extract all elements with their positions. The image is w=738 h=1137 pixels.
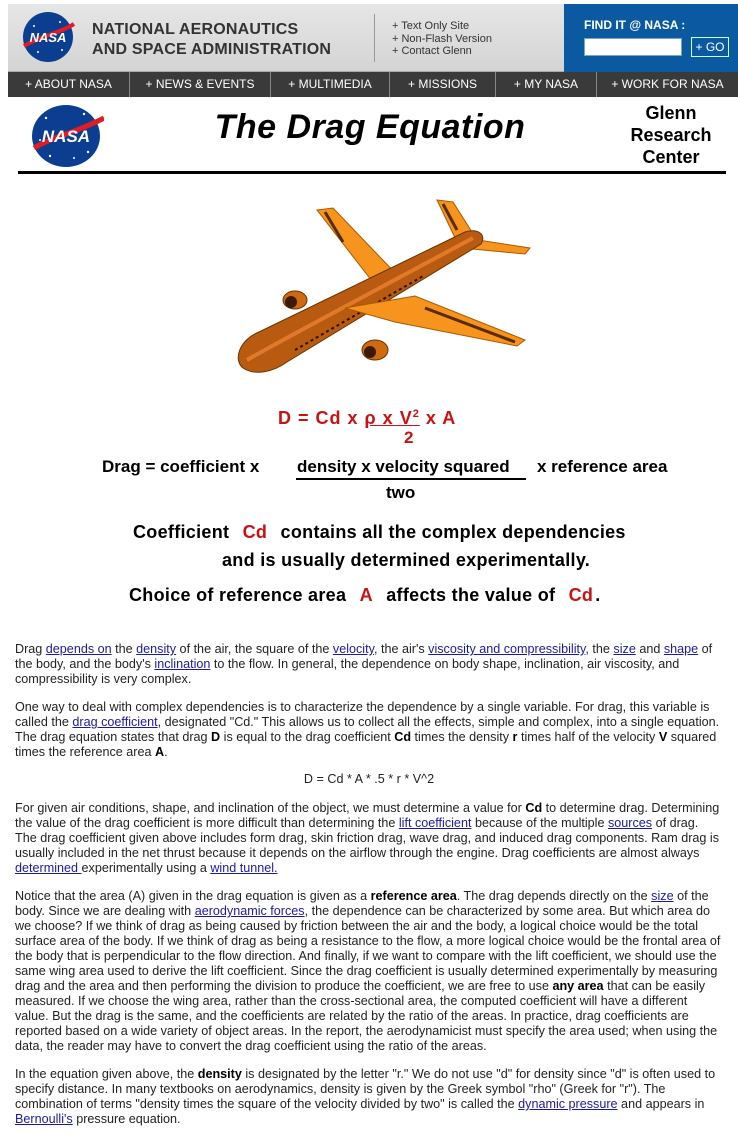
text: times half of the velocity bbox=[517, 730, 659, 744]
main-nav bbox=[8, 72, 738, 97]
link-dynamic-pressure[interactable]: dynamic pressure bbox=[518, 1097, 618, 1111]
statement-1b: contains all the complex dependencies bbox=[280, 522, 626, 542]
drag-formula bbox=[278, 408, 456, 429]
link-bernoulli[interactable]: Bernoulli's bbox=[15, 1112, 73, 1126]
text: the bbox=[111, 642, 137, 656]
text: of the body. Since we are dealing with bbox=[15, 889, 709, 918]
text: to the flow. In general, the dependence on body shape, inclination, air viscosity, and compressibility is very complex. bbox=[15, 657, 680, 686]
nav-missions[interactable]: + MISSIONS bbox=[390, 72, 496, 97]
non-flash-link[interactable]: + Non-Flash Version bbox=[392, 32, 492, 45]
text: . bbox=[164, 745, 168, 759]
link-determined[interactable]: determined bbox=[15, 861, 82, 875]
svg-text:NASA: NASA bbox=[29, 30, 67, 45]
agency-name bbox=[92, 20, 331, 60]
words-numerator: density x velocity squared bbox=[297, 457, 510, 476]
words-denominator: two bbox=[386, 483, 416, 502]
link-drag-coefficient[interactable]: drag coefficient bbox=[72, 715, 158, 729]
link-wind-tunnel[interactable]: wind tunnel. bbox=[210, 861, 278, 875]
bold-term: Cd bbox=[525, 801, 543, 815]
text: . The drag depends directly on the bbox=[456, 889, 652, 903]
text: times the density bbox=[411, 730, 513, 744]
center-name-line1: Glenn bbox=[645, 103, 697, 123]
text: For given air conditions, shape, and inclination of the object, we must determine a value for bbox=[15, 801, 526, 815]
cd-symbol: Cd bbox=[242, 522, 268, 542]
bold-term: Cd bbox=[394, 730, 412, 744]
formula-denominator: 2 bbox=[404, 428, 414, 447]
text: is equal to the drag coefficient bbox=[220, 730, 395, 744]
bold-term: reference area bbox=[370, 889, 457, 903]
agency-name-line2: AND SPACE ADMINISTRATION bbox=[92, 41, 332, 58]
nav-multimedia[interactable]: + MULTIMEDIA bbox=[271, 72, 390, 97]
airplane-illustration bbox=[225, 190, 535, 375]
text: is designated by the letter "r." We do not use "d" for density since "d" is often used to specify distance. In many textbooks on aerodynamics, density is given by the Greek symbol "rho" (Greek for "r"). The combination of terms "density times the square of the velocity divided by two" is called the bbox=[15, 1067, 716, 1111]
words-right: x reference area bbox=[537, 457, 668, 476]
link-size[interactable]: size bbox=[613, 642, 636, 656]
paragraph-3 bbox=[15, 801, 723, 876]
text: of drag. The drag coefficient given above includes form drag, skin friction drag, wave drag, and induced drag components. Ram drag is usually included in the net thrust because it depends on the airflow through the engine. Drag coefficients are almost always bbox=[15, 816, 720, 860]
text: Notice that the area (A) given in the drag equation is given as a bbox=[15, 889, 371, 903]
center-name-line2: Research bbox=[630, 125, 712, 145]
text: of the air, the square of the bbox=[176, 642, 333, 656]
link-velocity[interactable]: velocity bbox=[332, 642, 374, 656]
plain-text-equation: D = Cd * A * .5 * r * V^2 bbox=[303, 772, 435, 786]
header-divider bbox=[374, 14, 375, 62]
search-label: FIND IT @ NASA : bbox=[584, 18, 686, 32]
bold-term: V bbox=[658, 730, 668, 744]
link-sources[interactable]: sources bbox=[607, 816, 653, 830]
agency-name-line1: NATIONAL AERONAUTICS bbox=[92, 21, 299, 38]
paragraph-5 bbox=[15, 1067, 723, 1127]
paragraph-4 bbox=[15, 889, 723, 1054]
fraction-bar bbox=[296, 478, 526, 480]
glenn-research-center bbox=[612, 102, 730, 168]
reference-area-statement bbox=[129, 585, 601, 606]
bold-term: D bbox=[211, 730, 221, 744]
text: , the dependence can be characterized by some area. But which area do we choose? If we think of drag as being caused by friction between the air and the body, a logical choice would be the total surface area of the body. If we think of drag as being a resistance to the flow, a more logical choice would be the frontal area of the body that is perpendicular to the flow direction. And finally, if we want to compare with the lift coefficient, we should use the same wing area used to derive the lift coefficient. Since the drag coefficient is usually determined experimentally by measuring drag and the area and then performing the division to produce the coefficient, we are free to use bbox=[15, 904, 721, 993]
page-title: The Drag Equation bbox=[214, 108, 526, 146]
text-only-link[interactable]: + Text Only Site bbox=[392, 20, 470, 32]
link-shape[interactable]: shape bbox=[663, 642, 699, 656]
text: pressure equation. bbox=[72, 1112, 181, 1126]
nasa-header bbox=[8, 4, 738, 72]
text: experimentally using a bbox=[81, 861, 211, 875]
link-density[interactable]: density bbox=[136, 642, 177, 656]
paragraph-1 bbox=[15, 642, 723, 687]
link-size-2[interactable]: size bbox=[651, 889, 674, 903]
bold-term: A bbox=[155, 745, 165, 759]
search-input[interactable] bbox=[584, 38, 682, 56]
statement-3a: Choice of reference area bbox=[129, 585, 347, 605]
nav-work-for-nasa[interactable]: + WORK FOR NASA bbox=[611, 77, 724, 91]
text: One way to deal with complex dependencies is to characterize the dependence by a single variable. For drag, this variable is called the bbox=[15, 700, 710, 729]
center-name-line3: Center bbox=[642, 147, 700, 167]
bold-term: any area bbox=[552, 979, 604, 993]
nasa-meatball-icon bbox=[28, 104, 104, 168]
site-search-panel bbox=[564, 4, 738, 72]
paragraph-2 bbox=[15, 700, 723, 760]
text: , the air's bbox=[373, 642, 429, 656]
link-lift-coefficient[interactable]: lift coefficient bbox=[398, 816, 472, 830]
statement-3b: affects the value of bbox=[386, 585, 556, 605]
text: and appears in bbox=[617, 1097, 705, 1111]
link-depends-on[interactable]: depends on bbox=[45, 642, 112, 656]
formula-exponent: 2 bbox=[412, 408, 420, 420]
nav-about-nasa[interactable]: + ABOUT NASA bbox=[8, 72, 130, 97]
statement-3-end: . bbox=[595, 585, 601, 605]
formula-numerator-text: ρ x V bbox=[364, 408, 413, 428]
link-inclination[interactable]: inclination bbox=[154, 657, 211, 671]
words-left: Drag = coefficient x bbox=[102, 457, 260, 476]
svg-text:NASA: NASA bbox=[41, 127, 91, 146]
text: to determine drag. Determining the value of the drag coefficient is more difficult than determining the bbox=[15, 801, 720, 830]
contact-glenn-link[interactable]: + Contact Glenn bbox=[392, 45, 472, 57]
a-symbol: A bbox=[359, 585, 373, 605]
formula-numerator bbox=[365, 408, 420, 428]
text: , the bbox=[585, 642, 614, 656]
text: and bbox=[635, 642, 664, 656]
bold-term: density bbox=[197, 1067, 242, 1081]
utility-links bbox=[392, 20, 492, 58]
coefficient-statement bbox=[133, 522, 626, 543]
text: that can be easily measured. If we choose the wing area, rather than the cross-sectional area, the computed coefficient will have a different value. But the drag is the same, and the coefficients are related by the ratio of the areas. In practice, drag coefficients are reported based on a wide variety of object areas. In the report, the aerodynamicist must specify the area used; when using the data, the reader may have to convert the drag coefficient using the ratio of the areas. bbox=[15, 979, 718, 1053]
nasa-logo-icon[interactable] bbox=[20, 10, 76, 64]
link-viscosity[interactable]: viscosity and compressibility bbox=[428, 642, 586, 656]
experimental-statement: and is usually determined experimentally. bbox=[222, 550, 591, 570]
search-go-button[interactable]: + GO bbox=[691, 37, 729, 57]
bold-term: r bbox=[512, 730, 518, 744]
text: In the equation given above, the bbox=[15, 1067, 198, 1081]
text: of the body, and the body's bbox=[15, 642, 713, 671]
nav-news-events[interactable]: + NEWS & EVENTS bbox=[130, 72, 271, 97]
formula-rhs: x A bbox=[425, 408, 457, 428]
statement-1a: Coefficient bbox=[133, 522, 230, 542]
link-aerodynamic-forces[interactable]: aerodynamic forces bbox=[194, 904, 305, 918]
cd-symbol-2: Cd bbox=[568, 585, 594, 605]
text: because of the multiple bbox=[471, 816, 608, 830]
text: squared times the reference area bbox=[15, 730, 717, 759]
text: , designated "Cd." This allows us to collect all the effects, simple and complex, into a single equation. The drag equation states that drag bbox=[15, 715, 720, 744]
formula-lhs: D = Cd x bbox=[278, 408, 359, 428]
text: Drag bbox=[15, 642, 46, 656]
nav-my-nasa[interactable]: + MY NASA bbox=[496, 72, 597, 97]
title-divider bbox=[18, 171, 726, 174]
